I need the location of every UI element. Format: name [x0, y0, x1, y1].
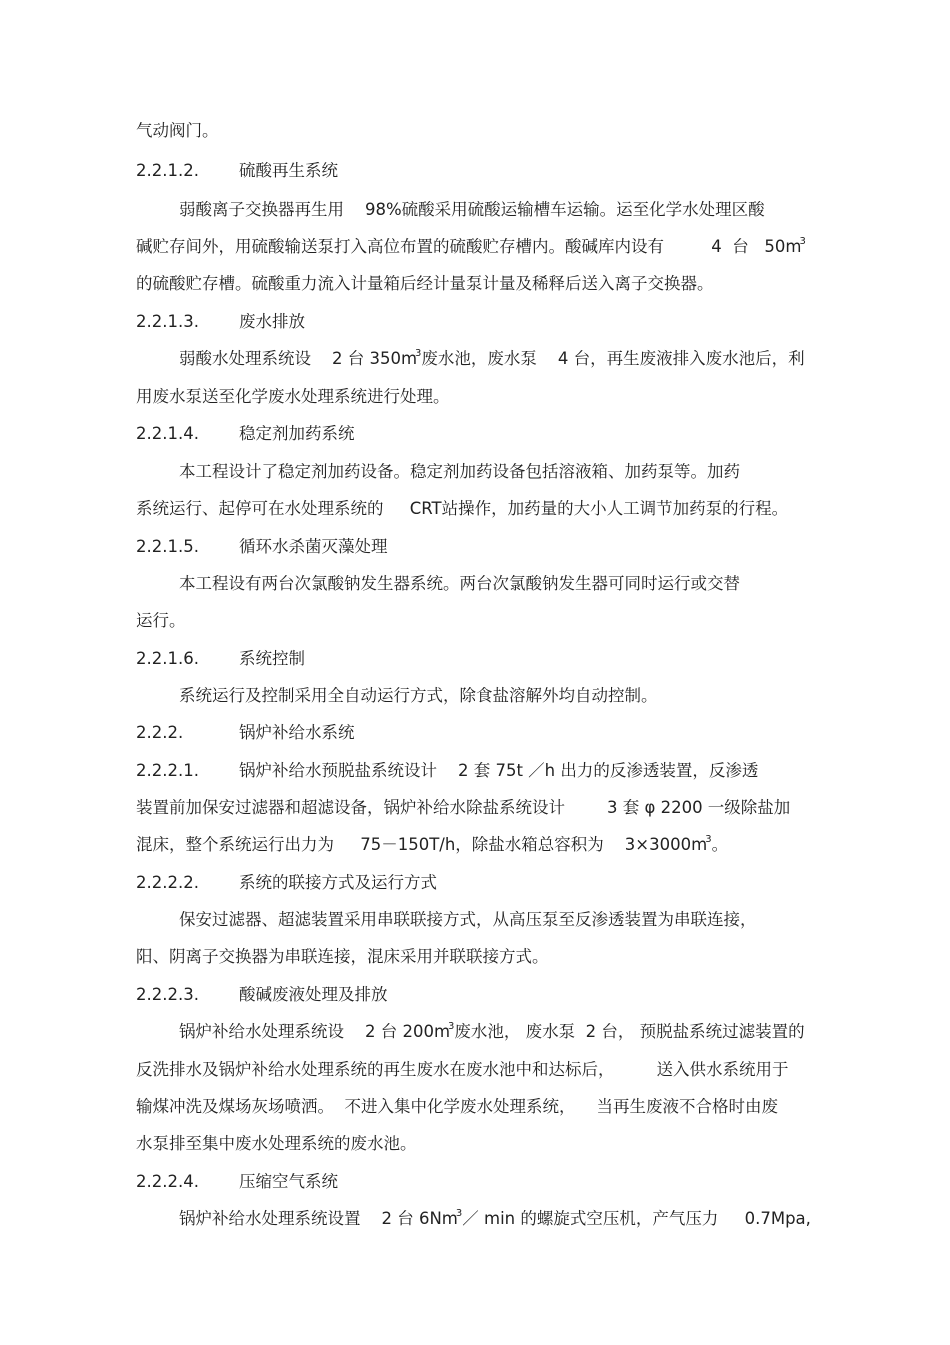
- section-heading: [136, 312, 305, 332]
- paragraph-line: [179, 1022, 805, 1045]
- section-title: 硫酸再生系统: [239, 161, 338, 180]
- superscript: 3: [448, 1021, 455, 1032]
- paragraph-line: [136, 237, 806, 260]
- paragraph-line: 反洗排水及锅炉补给水处理系统的再生废水在废水池中和达标后， 送入供水系统用于: [136, 1060, 789, 1079]
- section-heading: [136, 985, 388, 1005]
- paragraph-line: [136, 835, 728, 858]
- paragraph-text: 锅炉补给水处理系统设 2 台 200m: [179, 1022, 451, 1041]
- section-heading: [136, 723, 355, 743]
- paragraph-text: 。: [711, 835, 729, 854]
- section-title: 循环水杀菌灭藻处理: [239, 537, 388, 556]
- paragraph-text: 弱酸水处理系统设 2 台 350m: [179, 349, 418, 368]
- paragraph-text: 混床，整个系统运行出力为 75－150T/h，除盐水箱总容积为 3×3000m: [136, 835, 708, 854]
- paragraph-line: 水泵排至集中废水处理系统的废水池。: [136, 1134, 417, 1153]
- section-title: 稳定剂加药系统: [239, 424, 355, 443]
- paragraph-line: 输煤冲洗及煤场灰场喷洒。 不进入集中化学废水处理系统， 当再生废液不合格时由废: [136, 1097, 778, 1116]
- section-title: 酸碱废液处理及排放: [239, 985, 388, 1004]
- section-number: 2.2.2.4.: [136, 1172, 199, 1191]
- section-heading: [136, 761, 758, 781]
- paragraph-line: 阳、阴离子交换器为串联连接，混床采用并联联接方式。: [136, 947, 549, 966]
- section-number: 2.2.2.: [136, 723, 184, 742]
- paragraph-line: 本工程设有两台次氯酸钠发生器系统。两台次氯酸钠发生器可同时运行或交替: [179, 574, 740, 593]
- paragraph-text: ／ min 的螺旋式空压机，产气压力 0.7Mpa,: [462, 1209, 811, 1228]
- paragraph-line: 系统运行、起停可在水处理系统的 CRT站操作，加药量的大小人工调节加药泵的行程。: [136, 499, 789, 518]
- section-title: 系统控制: [239, 649, 305, 668]
- paragraph-line: 的硫酸贮存槽。硫酸重力流入计量箱后经计量泵计量及稀释后送入离子交换器。: [136, 274, 714, 293]
- paragraph-text: 碱贮存间外，用硫酸输送泵打入高位布置的硫酸贮存槽内。酸碱库内设有 4 台 50m: [136, 237, 802, 256]
- section-title: 废水排放: [239, 312, 305, 331]
- paragraph-text: 锅炉补给水处理系统设置 2 台 6Nm: [179, 1209, 458, 1228]
- section-number: 2.2.1.3.: [136, 312, 199, 331]
- paragraph-line: 运行。: [136, 611, 186, 630]
- paragraph-line: [179, 1209, 811, 1232]
- paragraph-line: [179, 349, 805, 372]
- paragraph-line: 用废水泵送至化学废水处理系统进行处理。: [136, 387, 450, 406]
- superscript: 3: [705, 834, 712, 845]
- section-number: 2.2.2.1.: [136, 761, 199, 780]
- section-number: 2.2.2.2.: [136, 873, 199, 892]
- section-number: 2.2.1.6.: [136, 649, 199, 668]
- section-heading: [136, 424, 355, 444]
- superscript: 3: [455, 1208, 463, 1219]
- section-number: 2.2.1.4.: [136, 424, 199, 443]
- paragraph-line: 本工程设计了稳定剂加药设备。稳定剂加药设备包括溶液箱、加药泵等。加药: [179, 462, 740, 481]
- section-heading: [136, 1172, 338, 1192]
- section-heading: [136, 649, 305, 669]
- section-title: 锅炉补给水预脱盐系统设计 2 套 75t ／h 出力的反渗透装置，反渗透: [239, 761, 759, 780]
- section-number: 2.2.1.2.: [136, 161, 199, 180]
- paragraph-line: 系统运行及控制采用全自动运行方式，除食盐溶解外均自动控制。: [179, 686, 658, 705]
- superscript: 3: [415, 348, 422, 359]
- paragraph-line: 保安过滤器、超滤装置采用串联联接方式，从高压泵至反渗透装置为串联连接，: [179, 910, 757, 929]
- paragraph-text: 废水池，废水泵 4 台，再生废液排入废水池后，利: [421, 349, 805, 368]
- paragraph-text: 废水池， 废水泵 2 台， 预脱盐系统过滤装置的: [454, 1022, 805, 1041]
- section-title: 压缩空气系统: [239, 1172, 338, 1191]
- paragraph-line: 装置前加保安过滤器和超滤设备，锅炉补给水除盐系统设计 3 套 φ 2200 一级除盐加: [136, 798, 791, 817]
- section-heading: [136, 161, 338, 181]
- section-number: 2.2.1.5.: [136, 537, 199, 556]
- section-heading: [136, 537, 388, 557]
- section-number: 2.2.2.3.: [136, 985, 199, 1004]
- paragraph-line: 气动阀门。: [136, 121, 219, 140]
- paragraph-line: 弱酸离子交换器再生用 98%硫酸采用硫酸运输槽车运输。运至化学水处理区酸: [179, 200, 765, 219]
- superscript: 3: [799, 236, 806, 247]
- section-title: 锅炉补给水系统: [239, 723, 355, 742]
- section-heading: [136, 873, 437, 893]
- section-title: 系统的联接方式及运行方式: [239, 873, 437, 892]
